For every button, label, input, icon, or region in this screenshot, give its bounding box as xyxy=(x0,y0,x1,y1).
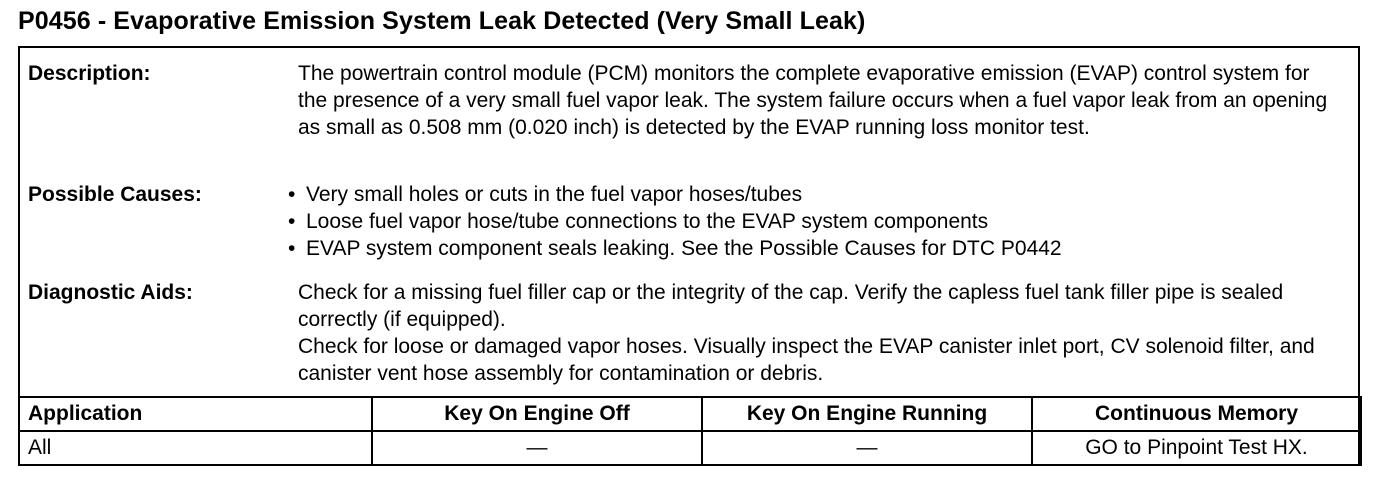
list-item xyxy=(286,208,1344,235)
application-table xyxy=(18,396,1362,466)
cell-koer: — xyxy=(702,431,1032,465)
description-label: Description: xyxy=(28,62,151,85)
possible-causes-label: Possible Causes: xyxy=(28,183,202,206)
table-row xyxy=(19,431,1361,465)
description-paragraph: The powertrain control module (PCM) monitors the complete evaporative emission (EVAP) control system for the presence of a very small fuel vapor leak. The system failure occurs when a fuel vapor leak from an opening as small as 0.508 mm (0.020 inch) is detected by the EVAP running loss monitor test. xyxy=(298,62,1328,139)
column-header-koeo: Key On Engine Off xyxy=(372,397,702,431)
cell-continuous-memory: GO to Pinpoint Test HX. xyxy=(1032,431,1361,465)
dtc-info-box xyxy=(18,46,1360,466)
list-item xyxy=(286,181,1344,208)
cause-text: EVAP system component seals leaking. See the Possible Causes for DTC P0442 xyxy=(306,237,1062,260)
diagnostic-aids-paragraph: Check for loose or damaged vapor hoses. Visually inspect the EVAP canister inlet port, CV solenoid filter, and canister vent hose assembly for contamination or debris. xyxy=(298,335,1315,385)
possible-causes-list xyxy=(286,181,1344,262)
bullet-icon: • xyxy=(288,183,296,206)
column-header-continuous-memory: Continuous Memory xyxy=(1032,397,1361,431)
column-header-koer: Key On Engine Running xyxy=(702,397,1032,431)
bullet-icon: • xyxy=(288,210,296,233)
diagnostic-aids-text xyxy=(298,279,1344,387)
bullet-icon: • xyxy=(288,237,296,260)
diagnostic-aids-paragraph: Check for a missing fuel filler cap or the integrity of the cap. Verify the capless fuel tank filler pipe is sealed correctly (if equipped). xyxy=(298,281,1284,331)
cell-koeo: — xyxy=(372,431,702,465)
page-title: P0456 - Evaporative Emission System Leak Detected (Very Small Leak) xyxy=(18,7,866,35)
cause-text: Very small holes or cuts in the fuel vapor hoses/tubes xyxy=(306,183,803,206)
cause-text: Loose fuel vapor hose/tube connections to the EVAP system components xyxy=(306,210,989,233)
table-header-row xyxy=(19,397,1361,431)
cell-application: All xyxy=(19,431,372,465)
column-header-application: Application xyxy=(19,397,372,431)
diagnostic-aids-label: Diagnostic Aids: xyxy=(28,281,193,304)
description-text xyxy=(298,60,1344,141)
list-item xyxy=(286,235,1344,262)
